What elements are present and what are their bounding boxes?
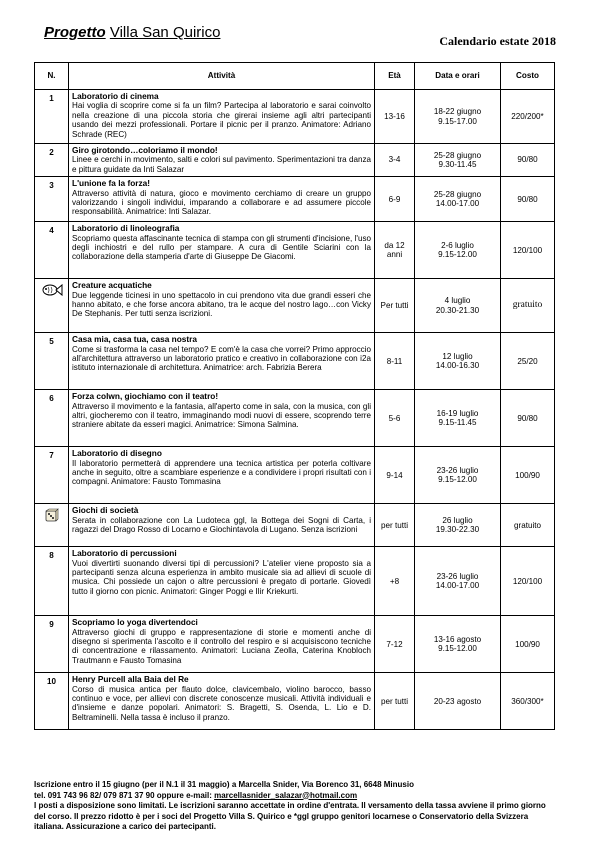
activity-title: L'unione fa la forza! [72, 178, 151, 189]
cost-cell: 90/80 [501, 390, 555, 447]
age-cell: Per tutti [375, 279, 415, 333]
activity-description: Corso di musica antica per flauto dolce, clavicembalo, violino barocco, basso continuo e voce, per allievi con discrete conoscenze musicali. Attività individuali e d'insieme e danze popolari. Animatori: S. Bragetti, S. Osenda, L. Lio e D. Beltraminelli. Nella tassa è incluso il pranzo. [72, 684, 371, 722]
row-number [35, 279, 69, 333]
date-cell [415, 673, 501, 730]
activity-description: Come si trasforma la casa nel tempo? E com'è la casa che vorrei? Primo approccio all'architettura attraverso un laboratorio pratico e creativo in collaborazione con i2a istituto internazionale di architettura. Animatrice: arch. Fabrizia Berera [72, 344, 371, 373]
table-row [35, 90, 555, 144]
time-text: 9.15-17.00 [438, 116, 477, 126]
row-number: 8 [35, 547, 69, 616]
row-number: 9 [35, 616, 69, 673]
table-row [35, 279, 555, 333]
date-text: 12 luglio [442, 351, 473, 361]
row-number: 3 [35, 177, 69, 222]
activities-table [34, 62, 555, 730]
activity-title: Henry Purcell alla Baia del Re [72, 674, 189, 685]
activity-cell [69, 447, 375, 504]
time-text: 19.30-22.30 [435, 525, 480, 535]
table-row [35, 144, 555, 177]
date-text: 26 luglio [442, 515, 473, 525]
activity-cell [69, 177, 375, 222]
date-cell [415, 390, 501, 447]
time-text: 14.00-16.30 [435, 361, 480, 371]
footer [34, 780, 554, 833]
date-cell [415, 547, 501, 616]
time-text: 14.00-17.00 [435, 199, 480, 209]
activity-description: Vuoi divertirti suonando diversi tipi di percussioni? L'atelier viene proposto sia a partecipanti senza alcuna esperienza in ambito musicale sia ad allievi di scuole di musica. Chi possiede un cajon o altre percussioni è pregato di portarle. Giovedì tutto il giorno con picnic. Animatori: Ginger Poggi e Ilir Kriekurti. [72, 558, 371, 596]
header-attivita: Attività [69, 63, 375, 90]
footer-phone: tel. 091 743 96 82/ 079 871 37 90 oppure e-mail: [34, 790, 215, 800]
title-bold: Progetto [44, 24, 106, 41]
date-text: 18-22 giugno [433, 107, 482, 117]
activity-title: Laboratorio di percussioni [72, 548, 177, 559]
table-row [35, 616, 555, 673]
title-rest: Villa San Quirico [109, 24, 221, 41]
footer-registration: Iscrizione entro il 15 giugno (per il N.1 il 31 maggio) a Marcella Snider, Via Borenco 31, 6648 Minusio [34, 780, 414, 789]
activity-cell [69, 279, 375, 333]
activity-description: Attraverso il movimento e la fantasia, all'aperto come in sala, con la musica, con gli altri, giocheremo con il teatro, immaginando modi nuovi di essere, scoprendo terre straniere abitate da esseri magici. Animatrice: Simona Salmina. [72, 401, 371, 430]
cost-cell: 360/300* [501, 673, 555, 730]
time-text: 9.15-11.45 [438, 418, 477, 428]
age-cell: da 12 anni [375, 222, 415, 279]
date-text: 16-19 luglio [436, 408, 479, 418]
cost-cell: 100/90 [501, 447, 555, 504]
page-header [44, 20, 556, 50]
activity-description: Il laboratorio permetterà di apprendere una tecnica artistica per poterla coltivare anche in seguito, oltre a scambiare esperienze e a condividere i propri risultati con i compagni. Animatore: Fausto Tommasina [72, 458, 371, 487]
activity-title: Forza colwn, giochiamo con il teatro! [72, 391, 219, 402]
table-row [35, 673, 555, 730]
dice-icon [45, 508, 59, 522]
age-cell: 6-9 [375, 177, 415, 222]
date-cell [415, 90, 501, 144]
time-text: 20.30-21.30 [435, 305, 480, 315]
activity-cell [69, 504, 375, 547]
table-row [35, 447, 555, 504]
cost-cell: 100/90 [501, 616, 555, 673]
date-cell [415, 222, 501, 279]
header-data: Data e orari [415, 63, 501, 90]
age-cell: 7-12 [375, 616, 415, 673]
row-number: 4 [35, 222, 69, 279]
activity-title: Giro girotondo…coloriamo il mondo! [72, 145, 218, 155]
row-number: 6 [35, 390, 69, 447]
date-text: 25-28 giugno [433, 189, 482, 199]
footer-notes: I posti a disposizione sono limitati. Le iscrizioni saranno accettate in ordine d'entrata. Il versamento della tassa avviene il primo giorno del corso. Il prezzo ridotto è per i soci del Progetto Villa S. Quirico e *ggl gruppo genitori locarnese o Conservatorio della Svizzera italiana. Assicurazione a carico dei partecipanti. [34, 801, 546, 831]
activity-cell [69, 222, 375, 279]
date-text: 2-6 luglio [441, 240, 474, 250]
header-eta: Età [375, 63, 415, 90]
cost-cell: 120/100 [501, 222, 555, 279]
activity-title: Laboratorio di linoleografia [72, 223, 180, 234]
activity-description: Linee e cerchi in movimento, salti e colori sul pavimento. Sperimentazioni tra danza e pittura guidate da Inti Salazar [72, 155, 371, 174]
activity-description: Scopriamo questa affascinante tecnica di stampa con gli strumenti d'incisione, l'uso degli inchiostri e del rullo per stampare. A cura di Gentile Sciarini con la collaborazione della stamperia d'arte di Giuseppe De Giacomi. [72, 233, 371, 262]
activity-cell [69, 390, 375, 447]
age-cell: per tutti [375, 673, 415, 730]
table-row [35, 177, 555, 222]
cost-cell: 120/100 [501, 547, 555, 616]
page-title [44, 24, 220, 41]
date-cell [415, 279, 501, 333]
table-header-row [35, 63, 555, 90]
row-number: 7 [35, 447, 69, 504]
activity-title: Laboratorio di disegno [72, 448, 162, 459]
header-n: N. [35, 63, 69, 90]
age-cell: 8-11 [375, 333, 415, 390]
time-text: 9.30-11.45 [438, 160, 477, 170]
date-text: 13-16 agosto [433, 634, 482, 644]
cost-cell: 90/80 [501, 144, 555, 177]
activity-description: Due leggende ticinesi in uno spettacolo in cui prendono vita due grandi esseri che hanno abitato, e che forse ancora abitano, tra le acque del nostro lago…con Vicky De Stephanis. Per tutti senza iscrizioni. [72, 290, 371, 319]
date-cell [415, 144, 501, 177]
time-text: 9.15-12.00 [438, 475, 477, 485]
date-text: 20-23 agosto [433, 696, 482, 706]
date-text: 23-26 luglio [436, 465, 479, 475]
activity-title: Creature acquatiche [72, 280, 152, 291]
age-cell: +8 [375, 547, 415, 616]
cost-cell: gratuito [501, 504, 555, 547]
time-text: 9.15-12.00 [438, 250, 477, 260]
activity-cell [69, 144, 375, 177]
table-row [35, 547, 555, 616]
activity-title: Giochi di società [72, 505, 139, 516]
activity-description: Serata in collaborazione con La Ludoteca ggl, la Bottega dei Sogni di Carta, i ragazzi del Drago Rosso di Locarno e Giochintavola di Lugano. Senza iscrizioni [72, 515, 371, 535]
header-costo: Costo [501, 63, 555, 90]
footer-contact [34, 791, 554, 802]
email-link[interactable]: marcellasnider_salazar@hotmail.com [214, 790, 358, 800]
activity-cell [69, 547, 375, 616]
table-row [35, 390, 555, 447]
activity-description: Hai voglia di scoprire come si fa un film? Partecipa al laboratorio e sarai coinvolto nella creazione di una piccola storia che girerai insieme agli altri partecipanti usando dei mezzi professionali. Portare il picnic per il pranzo. Animatore: Adriano Schrade (REC) [72, 101, 371, 139]
activity-description: Attraverso giochi di gruppo e rappresentazione di storie e momenti anche di disegno si sperimenta l'ascolto e il controllo del respiro e si acquisiscono tecniche di concentrazione e rilassamento. Animatori: Luciana Zeolla, Caterina Knobloch Trautmann e Fausto Tomasina [72, 627, 371, 665]
date-cell [415, 177, 501, 222]
activity-cell [69, 616, 375, 673]
row-number [35, 504, 69, 547]
date-cell [415, 447, 501, 504]
time-text: 9.15-12.00 [438, 644, 477, 654]
date-cell [415, 504, 501, 547]
cost-cell: gratuito [501, 279, 555, 333]
date-text: 23-26 luglio [436, 571, 479, 581]
row-number: 10 [35, 673, 69, 730]
activity-title: Scopriamo lo yoga divertendoci [72, 617, 198, 628]
activity-cell [69, 333, 375, 390]
date-text: 4 luglio [444, 296, 471, 306]
activity-description: Attraverso attività di natura, gioco e movimento cerchiamo di creare un gruppo valorizzando i singoli individui, imparando a collaborare e ad assumere piccole responsabilità. Animatrice: Inti Salazar. [72, 188, 371, 217]
row-number: 5 [35, 333, 69, 390]
date-cell [415, 333, 501, 390]
table-row [35, 504, 555, 547]
cost-cell: 25/20 [501, 333, 555, 390]
row-number: 1 [35, 90, 69, 144]
age-cell: 13-16 [375, 90, 415, 144]
age-cell: 3-4 [375, 144, 415, 177]
age-cell: 9-14 [375, 447, 415, 504]
table-row [35, 222, 555, 279]
time-text: 14.00-17.00 [435, 581, 480, 591]
table-row [35, 333, 555, 390]
activity-cell [69, 673, 375, 730]
row-number: 2 [35, 144, 69, 177]
activity-cell [69, 90, 375, 144]
cost-cell: 90/80 [501, 177, 555, 222]
age-cell: 5-6 [375, 390, 415, 447]
calendar-title: Calendario estate 2018 [439, 34, 556, 48]
age-cell: per tutti [375, 504, 415, 547]
date-cell [415, 616, 501, 673]
date-text: 25-28 giugno [433, 150, 482, 160]
fish-icon [41, 283, 63, 297]
activity-title: Casa mia, casa tua, casa nostra [72, 334, 197, 345]
activity-title: Laboratorio di cinema [72, 91, 159, 101]
cost-cell: 220/200* [501, 90, 555, 144]
